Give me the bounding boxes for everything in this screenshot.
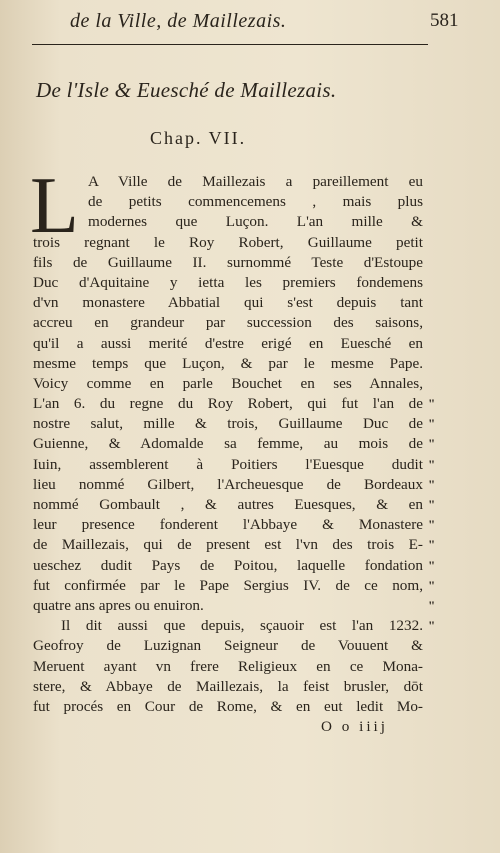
quotation-margin	[428, 172, 458, 636]
signature-mark: O o iiij	[320, 718, 388, 736]
text-line: L'an 6. du regne du Roy Robert, qui fut l'an de	[33, 395, 423, 413]
margin-mark: "	[428, 597, 436, 613]
text-line: accreu en grandeur par succession des saisons,	[33, 314, 423, 332]
text-line: fut procés en Cour de Rome, & en eut ledit Mo-	[33, 697, 423, 715]
margin-mark: "	[428, 476, 436, 492]
margin-mark	[428, 212, 458, 232]
margin-mark	[428, 233, 458, 253]
margin-mark	[428, 253, 458, 273]
section-title: De l'Isle & Euesché de Maillezais.	[36, 78, 337, 102]
margin-mark: "	[428, 456, 436, 472]
text-line: nostre salut, mille & trois, Guillaume Duc de	[33, 415, 423, 433]
drop-cap: L	[30, 162, 79, 250]
text-line: A Ville de Maillezais a pareillement eu	[88, 173, 423, 190]
text-line: qu'il a aussi merité d'estre erigé en Euesché en	[33, 334, 423, 352]
text-line: modernes que Luçon. L'an mille &	[88, 213, 423, 231]
margin-mark	[428, 313, 458, 333]
margin-mark: "	[428, 537, 436, 553]
margin-mark: "	[428, 557, 436, 573]
header-rule	[32, 44, 428, 45]
text-line: Voicy comme en parle Bouchet en ses Annales,	[33, 374, 423, 392]
text-line: d'vn monastere Abbatial qui s'est depuis tant	[33, 294, 423, 312]
text-line: Guienne, & Adomalde sa femme, au mois de	[33, 435, 423, 453]
margin-mark: "	[428, 497, 436, 512]
text-line: Geofroy de Luzignan Seigneur de Vouuent &	[33, 637, 423, 655]
text-line: Il dit aussi que depuis, sçauoir est l'an 1232.	[61, 617, 423, 635]
margin-mark	[428, 374, 458, 394]
text-line: Iuin, assemblerent à Poitiers l'Euesque dudit	[33, 455, 423, 473]
margin-mark: "	[428, 416, 436, 432]
text-line: leur presence fonderent l'Abbaye & Monastere	[33, 516, 423, 534]
text-line: de Maillezais, qui de present est l'vn des trois E-	[33, 536, 423, 554]
text-line: quatre ans apres ou enuiron.	[33, 596, 204, 614]
margin-mark	[428, 293, 458, 313]
text-line: ueschez dudit Pays de Poitou, laquelle fondation	[33, 556, 423, 574]
margin-mark: "	[428, 436, 436, 452]
margin-mark	[428, 172, 458, 192]
text-line: de petits commencemens , mais plus	[88, 193, 423, 211]
margin-mark: "	[428, 396, 436, 412]
margin-mark: "	[428, 517, 436, 533]
margin-mark	[428, 334, 458, 354]
text-line: trois regnant le Roy Robert, Guillaume petit	[33, 233, 423, 251]
running-head: de la Ville, de Maillezais.	[70, 10, 287, 32]
text-line: fut confirmée par le Pape Sergius IV. de ce nom,	[33, 576, 423, 594]
text-line: fils de Guillaume II. surnommé Teste d'Estoupe	[33, 253, 423, 271]
margin-mark	[428, 192, 458, 212]
margin-mark	[428, 273, 458, 293]
text-line: mesme temps que Luçon, & par le mesme Pape.	[33, 354, 423, 372]
page-number: 581	[430, 10, 459, 31]
body-text	[33, 172, 423, 737]
margin-mark: "	[428, 577, 436, 593]
margin-mark	[428, 354, 458, 374]
chapter-heading: Chap. VII.	[150, 128, 247, 148]
text-line: nommé Gombault , & autres Euesques, & en	[33, 496, 423, 513]
margin-mark: "	[428, 618, 436, 634]
text-line: Duc d'Aquitaine y ietta les premiers fondemens	[33, 273, 423, 291]
text-line: stere, & Abbaye de Maillezais, la feist brusler, dōt	[33, 677, 423, 695]
text-line: lieu nommé Gilbert, l'Archeuesque de Bordeaux	[33, 475, 423, 493]
text-line: Meruent ayant vn frere Religieux en ce Mona-	[33, 657, 423, 675]
